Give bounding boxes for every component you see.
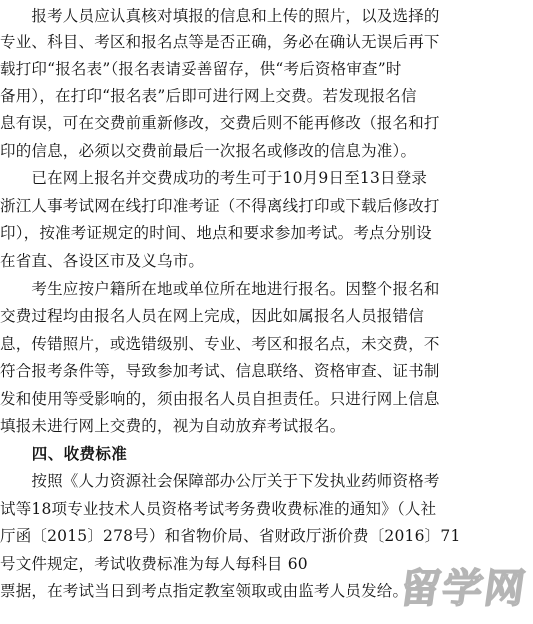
text-line: 备用），在打印“报名表”后即可进行网上交费。若发现报名信 [0,87,417,105]
text-line: 票据，在考试当日到考点指定教室领取或由监考人员发给。 [0,582,409,600]
section-heading: 四、收费标准 [0,445,128,463]
text-line: 报考人员应认真核对填报的信息和上传的照片，以及选择的 [0,7,440,25]
text-line: 息有误，可在交费前重新修改，交费后则不能再修改（报名和打 [0,114,440,132]
text-line: 试等18项专业技术人员资格考试考务费收费标准的通知》（人社 [0,500,437,518]
text-line: 浙江人事考试网在线打印准考证（不得离线打印或下载后修改打 [0,197,440,215]
text-line: 专业、科目、考区和报名点等是否正确，务必在确认无误后再下 [0,33,440,51]
text-line: 已在网上报名并交费成功的考生可于10月9日至13日登录 [0,169,428,187]
text-line: 载打印“报名表”（报名表请妥善留存，供“考后资格审查”时 [0,60,402,78]
text-line: 考生应按户籍所在地或单位所在地进行报名。因整个报名和 [0,280,440,298]
text-line: 号文件规定，考试收费标准为每人每科目 60 [0,555,308,573]
text-line: 印），按准考证规定的时间、地点和要求参加考试。考点分别设 [0,224,432,242]
text-line: 息，传错照片，或选错级别、专业、考区和报名点，未交费，不 [0,335,440,353]
text-line: 符合报考条件等，导致参加考试、信息联络、资格审查、证书制 [0,362,440,380]
text-line: 按照《人力资源社会保障部办公厅关于下发执业药师资格考 [0,472,440,490]
text-line: 在省直、各设区市及义乌市。 [0,252,205,270]
text-line: 发和使用等受影响的，须由报名人员自担责任。只进行网上信息 [0,390,440,408]
text-line: 厅函〔2015〕278号）和省物价局、省财政厅浙价费〔2016〕71 [0,527,461,545]
text-line: 印的信息，必须以交费前最后一次报名或修改的信息为准）。 [0,142,417,160]
text-line: 交费过程均由报名人员在网上完成，因此如属报名人员报错信 [0,307,424,325]
text-line: 填报未进行网上交费的，视为自动放弃考试报名。 [0,417,346,435]
watermark-logo: 留学网 [397,566,530,612]
